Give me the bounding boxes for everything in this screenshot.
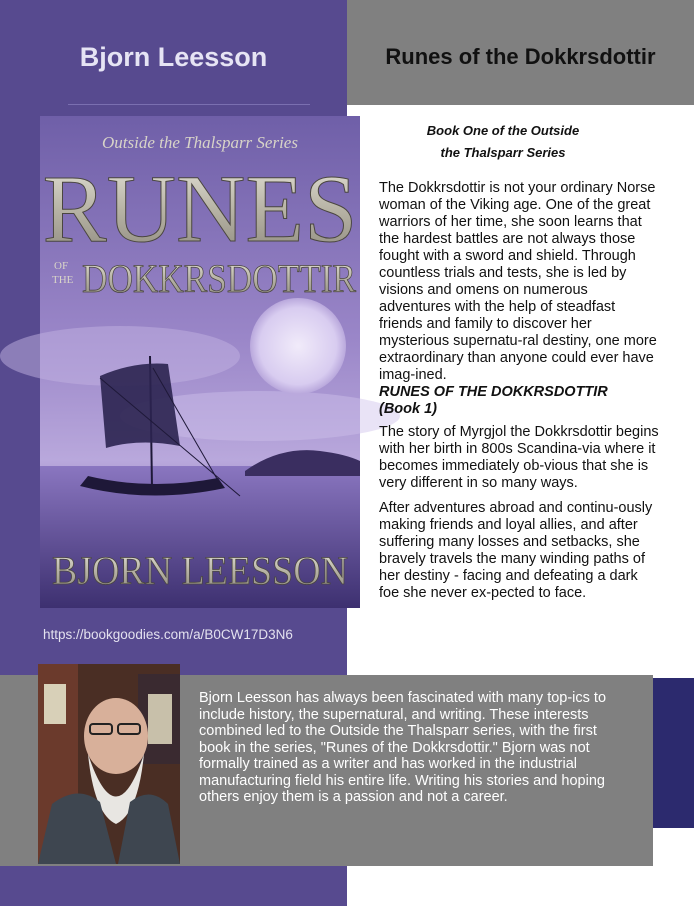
cover-author-name: BJORN LEESSON <box>52 548 348 593</box>
author-name: Bjorn Leesson <box>79 42 268 72</box>
book-subtitle <box>379 384 659 418</box>
book-link[interactable]: https://bookgoodies.com/a/B0CW17D3N6 <box>43 627 293 642</box>
cover-series-banner: Outside the Thalsparr Series <box>102 133 298 152</box>
book-title: Runes of the Dokkrsdottir <box>385 44 656 69</box>
cover-title-big: RUNES <box>42 155 358 262</box>
cover-title-of: OF <box>54 260 69 272</box>
accent-strip <box>653 678 694 828</box>
author-photo <box>38 664 180 864</box>
series-line-1: Book One of the Outside <box>426 123 580 138</box>
book-description <box>379 180 659 610</box>
author-bio: Bjorn Leesson has always been fascinated with many top-ics to include history, the supernatural, and writing. These interests combined led to the Outside the Thalsparr series, with the first book in the series, "Runes of the Dokkrsdottir." Bjorn was not formally trained as a writer and has worked in the industrial manufacturing field his entire life. Writing his stories and hoping others enjoy them is a passion and not a career. <box>199 690 607 805</box>
series-line-2: the Thalsparr Series <box>440 145 566 160</box>
book-subtitle-title: RUNES OF THE DOKKRSDOTTIR <box>379 384 608 400</box>
cover-title-rest: DOKKRSDOTTIR <box>82 256 357 301</box>
description-paragraph: After adventures abroad and continu-ously making friends and loyal allies, and after suffering many losses and setbacks, she bravely travels the many winding paths of her destiny - facing and defeating a dark foe she never ex-pected to face. <box>379 500 653 601</box>
description-paragraph: The story of Myrgjol the Dokkrsdottir begins with her birth in 800s Scandina-via where it becomes immediately ob-vious that she is very different in so many ways. <box>379 424 659 491</box>
divider <box>68 104 310 105</box>
book-subtitle-number: (Book 1) <box>379 401 437 417</box>
description-paragraph: The Dokkrsdottir is not your ordinary Norse woman of the Viking age. One of the great warriors of her time, she soon learns that the hardest battles are not always those fought with a sword and shield. Through countless trials and tests, she is led by visions and omens on numerous adventures with the help of steadfast friends and family to discover her mysterious supernatu-ral destiny, one more extraordinary than anyone could ever have imag-ined. <box>379 180 657 383</box>
bottom-accent <box>0 866 347 906</box>
cover-title-the: THE <box>52 274 74 286</box>
book-cover-image[interactable] <box>40 116 360 608</box>
